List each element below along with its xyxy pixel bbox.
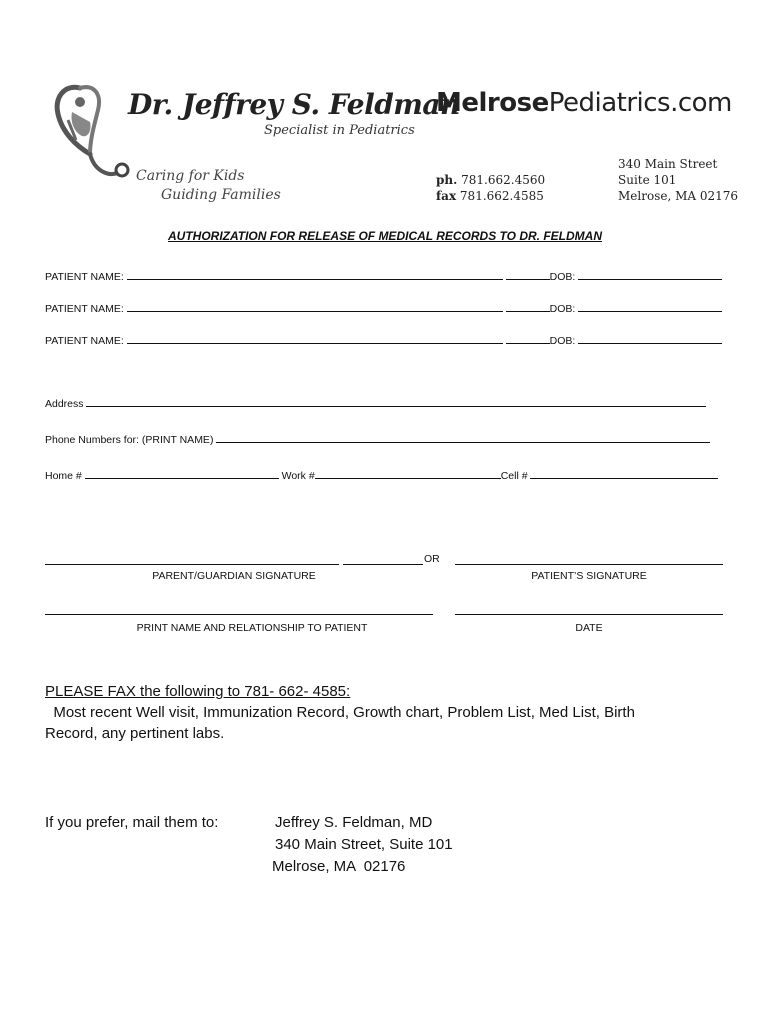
dob-label: DOB: — [549, 303, 576, 315]
date-field[interactable] — [455, 614, 723, 615]
mail-address-line-1: Jeffrey S. Feldman, MD — [275, 814, 433, 831]
home-phone-field[interactable] — [85, 468, 279, 479]
fax-line — [436, 189, 544, 203]
address-label: Address — [45, 398, 84, 410]
mail-address-line-2: 340 Main Street, Suite 101 — [275, 836, 453, 853]
patient-row-3 — [45, 333, 722, 347]
home-label: Home # — [45, 470, 82, 482]
phone-numbers-row — [45, 432, 710, 446]
work-phone-field[interactable] — [315, 468, 501, 479]
patient-name-label: PATIENT NAME: — [45, 303, 124, 315]
website-rest: Pediatrics.com — [548, 88, 732, 118]
fax-heading: PLEASE FAX the following to 781- 662- 4585: — [45, 683, 351, 700]
address-line-1: 340 Main Street — [618, 157, 718, 171]
tagline-2: Guiding Families — [161, 187, 281, 203]
parent-signature-caption: PARENT/GUARDIAN SIGNATURE — [152, 570, 316, 582]
patient-name-field-ext[interactable] — [506, 301, 550, 312]
patient-name-label: PATIENT NAME: — [45, 335, 124, 347]
patient-name-field[interactable] — [127, 333, 503, 344]
patient-row-1 — [45, 269, 722, 283]
patient-name-field-ext[interactable] — [506, 333, 550, 344]
fax-items-line-1: Most recent Well visit, Immunization Record, Growth chart, Problem List, Med List, Birth — [45, 704, 635, 721]
parent-signature-field-ext[interactable] — [343, 564, 423, 565]
patient-signature-field[interactable] — [455, 564, 723, 565]
print-name-caption: PRINT NAME AND RELATIONSHIP TO PATIENT — [136, 622, 368, 634]
cell-phone-field[interactable] — [530, 468, 718, 479]
phone-number: 781.662.4560 — [461, 173, 546, 187]
patient-name-field[interactable] — [127, 269, 503, 280]
print-name-relationship-field[interactable] — [45, 614, 433, 615]
fax-number: 781.662.4585 — [459, 189, 544, 203]
or-label: OR — [424, 553, 440, 565]
form-title: AUTHORIZATION FOR RELEASE OF MEDICAL RECORDS TO DR. FELDMAN — [168, 229, 602, 243]
parent-signature-field[interactable] — [45, 564, 339, 565]
contact-numbers-row — [45, 468, 718, 482]
address-line-2: Suite 101 — [618, 173, 677, 187]
date-caption: DATE — [575, 622, 603, 634]
patient-signature-caption: PATIENT’S SIGNATURE — [531, 570, 647, 582]
mail-intro: If you prefer, mail them to: — [45, 814, 219, 831]
address-line-3: Melrose, MA 02176 — [618, 189, 739, 203]
stethoscope-logo-icon — [50, 80, 130, 190]
dob-field[interactable] — [578, 269, 722, 280]
work-label: Work # — [281, 470, 315, 482]
phone-label: ph. — [436, 173, 458, 187]
dob-field[interactable] — [578, 333, 722, 344]
website — [436, 88, 732, 118]
dob-label: DOB: — [549, 335, 576, 347]
website-bold: Melrose — [436, 88, 549, 118]
phone-line — [436, 173, 545, 187]
address-field[interactable] — [86, 396, 706, 407]
fax-label: fax — [436, 189, 457, 203]
patient-name-label: PATIENT NAME: — [45, 271, 124, 283]
specialty: Specialist in Pediatrics — [264, 123, 415, 138]
tagline-1: Caring for Kids — [136, 168, 245, 184]
fax-items-line-2: Record, any pertinent labs. — [45, 725, 225, 742]
patient-name-field-ext[interactable] — [506, 269, 550, 280]
address-row — [45, 396, 706, 410]
phone-numbers-label: Phone Numbers for: (PRINT NAME) — [45, 434, 214, 446]
dob-field[interactable] — [578, 301, 722, 312]
dob-label: DOB: — [549, 271, 576, 283]
print-name-field[interactable] — [216, 432, 710, 443]
doctor-name: Dr. Jeffrey S. Feldman — [128, 88, 460, 121]
cell-label: Cell # — [500, 470, 528, 482]
patient-name-field[interactable] — [127, 301, 503, 312]
patient-row-2 — [45, 301, 722, 315]
mail-address-line-3: Melrose, MA 02176 — [272, 858, 406, 875]
